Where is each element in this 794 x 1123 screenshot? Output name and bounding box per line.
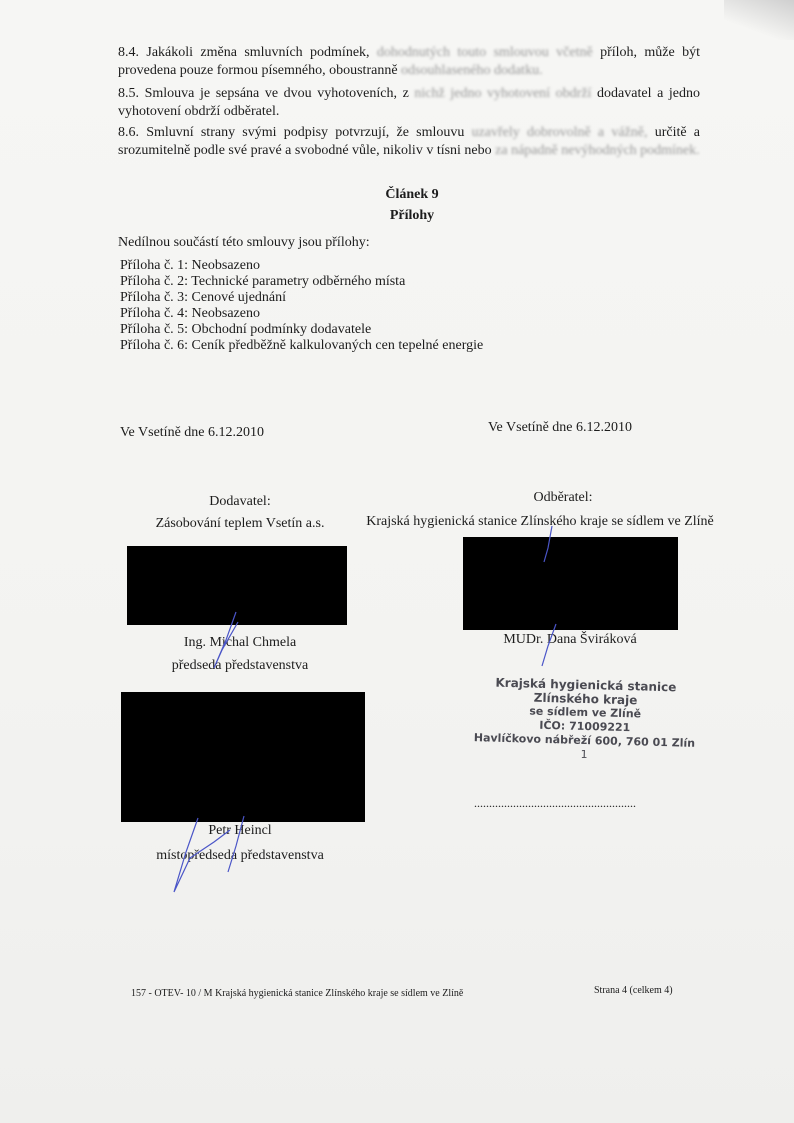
text-segment: 8.6. Smluvní strany svými podpisy potvrzují, že smlouvu — [118, 125, 472, 140]
signer2-role: místopředseda představenstva — [156, 848, 324, 863]
blurred-text: za nápadně nevýhodných podmínek. — [495, 143, 700, 158]
stamp-line: se sídlem ve Zlíně — [529, 704, 642, 721]
signer1-name: Ing. Michal Chmela — [183, 635, 297, 650]
right-place-date: Ve Vsetíně dne 6.12.2010 — [488, 420, 632, 435]
customer-name: Krajská hygienická stanice Zlínského kraje se sídlem ve Zlíně — [366, 514, 714, 529]
annex-item: Příloha č. 2: Technické parametry odběrného místa — [120, 274, 406, 289]
annex-item: Příloha č. 5: Obchodní podmínky dodavatele — [120, 322, 372, 337]
supplier-label: Dodavatel: — [209, 494, 271, 509]
blurred-text: odsouhlaseného dodatku. — [401, 63, 543, 78]
article-title: Přílohy — [389, 208, 435, 223]
left-place-date: Ve Vsetíně dne 6.12.2010 — [120, 425, 264, 440]
text-segment: určitě a srozumitelně podle své pravé a svobodné vůle, nikoliv v tísni nebo — [118, 125, 700, 158]
text-segment: 8.4. Jakákoli změna smluvních podmínek, — [118, 45, 377, 60]
footer-page-number: Strana 4 (celkem 4) — [594, 985, 673, 996]
blurred-text: uzavřely dobrovolně a vážně, — [471, 125, 648, 140]
supplier-name: Zásobování teplem Vsetín a.s. — [155, 516, 325, 531]
blurred-text: nichž jedno vyhotovení obdrží — [414, 86, 592, 101]
annex-item: Příloha č. 3: Cenové ujednání — [120, 290, 287, 305]
article-number: Článek 9 — [385, 187, 439, 202]
text-segment: dodavatel a jedno vyhotovení obdrží odběratel. — [118, 86, 700, 119]
footer-left: 157 - OTEV- 10 / M Krajská hygienická stanice Zlínského kraje se sídlem ve Zlíně — [131, 988, 464, 999]
stamp-line: 1 — [580, 747, 588, 762]
stamp-line: IČO: 71009221 — [539, 718, 631, 735]
stamp-line: Krajská hygienická stanice Zlínského kraje — [495, 675, 677, 708]
text-segment: příloh, může být provedena pouze formou písemného, oboustranně — [118, 45, 700, 78]
signature-dotted-line: ...................................................... — [474, 796, 636, 810]
annex-item: Příloha č. 4: Neobsazeno — [120, 306, 260, 321]
signer1-role: předseda představenstva — [171, 658, 309, 673]
customer-label: Odběratel: — [533, 490, 593, 505]
blurred-text: dohodnutých touto smlouvou včetně — [376, 45, 593, 60]
annex-item: Příloha č. 6: Ceník předběžně kalkulovaných cen tepelné energie — [120, 338, 484, 353]
stamp-line: Havlíčkovo nábřeží 600, 760 01 Zlín — [473, 731, 696, 750]
signer2-name: Petr Heincl — [208, 823, 272, 838]
text-segment: 8.5. Smlouva je sepsána ve dvou vyhotoveních, z — [118, 86, 415, 101]
signer3-name: MUDr. Dana Šviráková — [503, 632, 637, 647]
annex-intro: Nedílnou součástí této smlouvy jsou přílohy: — [118, 235, 370, 250]
annex-item: Příloha č. 1: Neobsazeno — [120, 258, 260, 273]
